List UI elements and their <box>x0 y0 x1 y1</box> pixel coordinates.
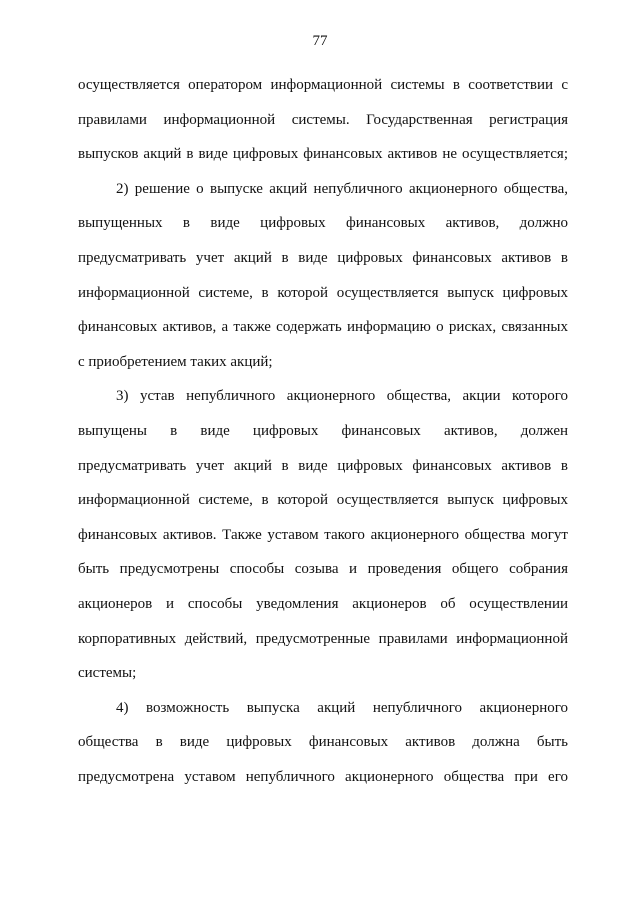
text-line: предусмотрена уставом непубличного акционерного общества при его <box>78 768 568 785</box>
text-line: финансовых активов, а также содержать информацию о рисках, связанных <box>78 319 568 336</box>
text-line: корпоративных действий, предусмотренные правилами информационной <box>78 630 568 647</box>
text-line: 4) возможность выпуска акций непубличного акционерного <box>116 699 568 716</box>
text-line: выпущенных в виде цифровых финансовых активов, должно <box>78 215 568 232</box>
text-line: с приобретением таких акций; <box>78 353 273 370</box>
text-line: предусматривать учет акций в виде цифровых финансовых активов в <box>78 457 568 474</box>
text-line: акционеров и способы уведомления акционеров об осуществлении <box>78 595 568 612</box>
text-line: осуществляется оператором информационной системы в соответствии с <box>78 77 568 93</box>
text-line: правилами информационной системы. Государственная регистрация <box>78 111 568 128</box>
text-line: общества в виде цифровых финансовых активов должна быть <box>78 734 568 751</box>
text-line: 2) решение о выпуске акций непубличного акционерного общества, <box>116 180 568 197</box>
text-line: информационной системе, в которой осуществляется выпуск цифровых <box>78 284 568 301</box>
text-line: выпусков акций в виде цифровых финансовых активов не осуществляется; <box>78 146 568 163</box>
text-line: системы; <box>78 665 137 682</box>
text-line: предусматривать учет акций в виде цифровых финансовых активов в <box>78 249 568 266</box>
text-line: 3) устав непубличного акционерного общества, акции которого <box>116 388 568 405</box>
document-body <box>78 68 568 794</box>
text-line: выпущены в виде цифровых финансовых активов, должен <box>78 422 568 439</box>
text-line: быть предусмотрены способы созыва и проведения общего собрания <box>78 561 568 578</box>
text-line: информационной системе, в которой осуществляется выпуск цифровых <box>78 492 568 509</box>
page-number: 77 <box>312 33 328 49</box>
text-line: финансовых активов. Также уставом такого акционерного общества могут <box>78 526 568 543</box>
